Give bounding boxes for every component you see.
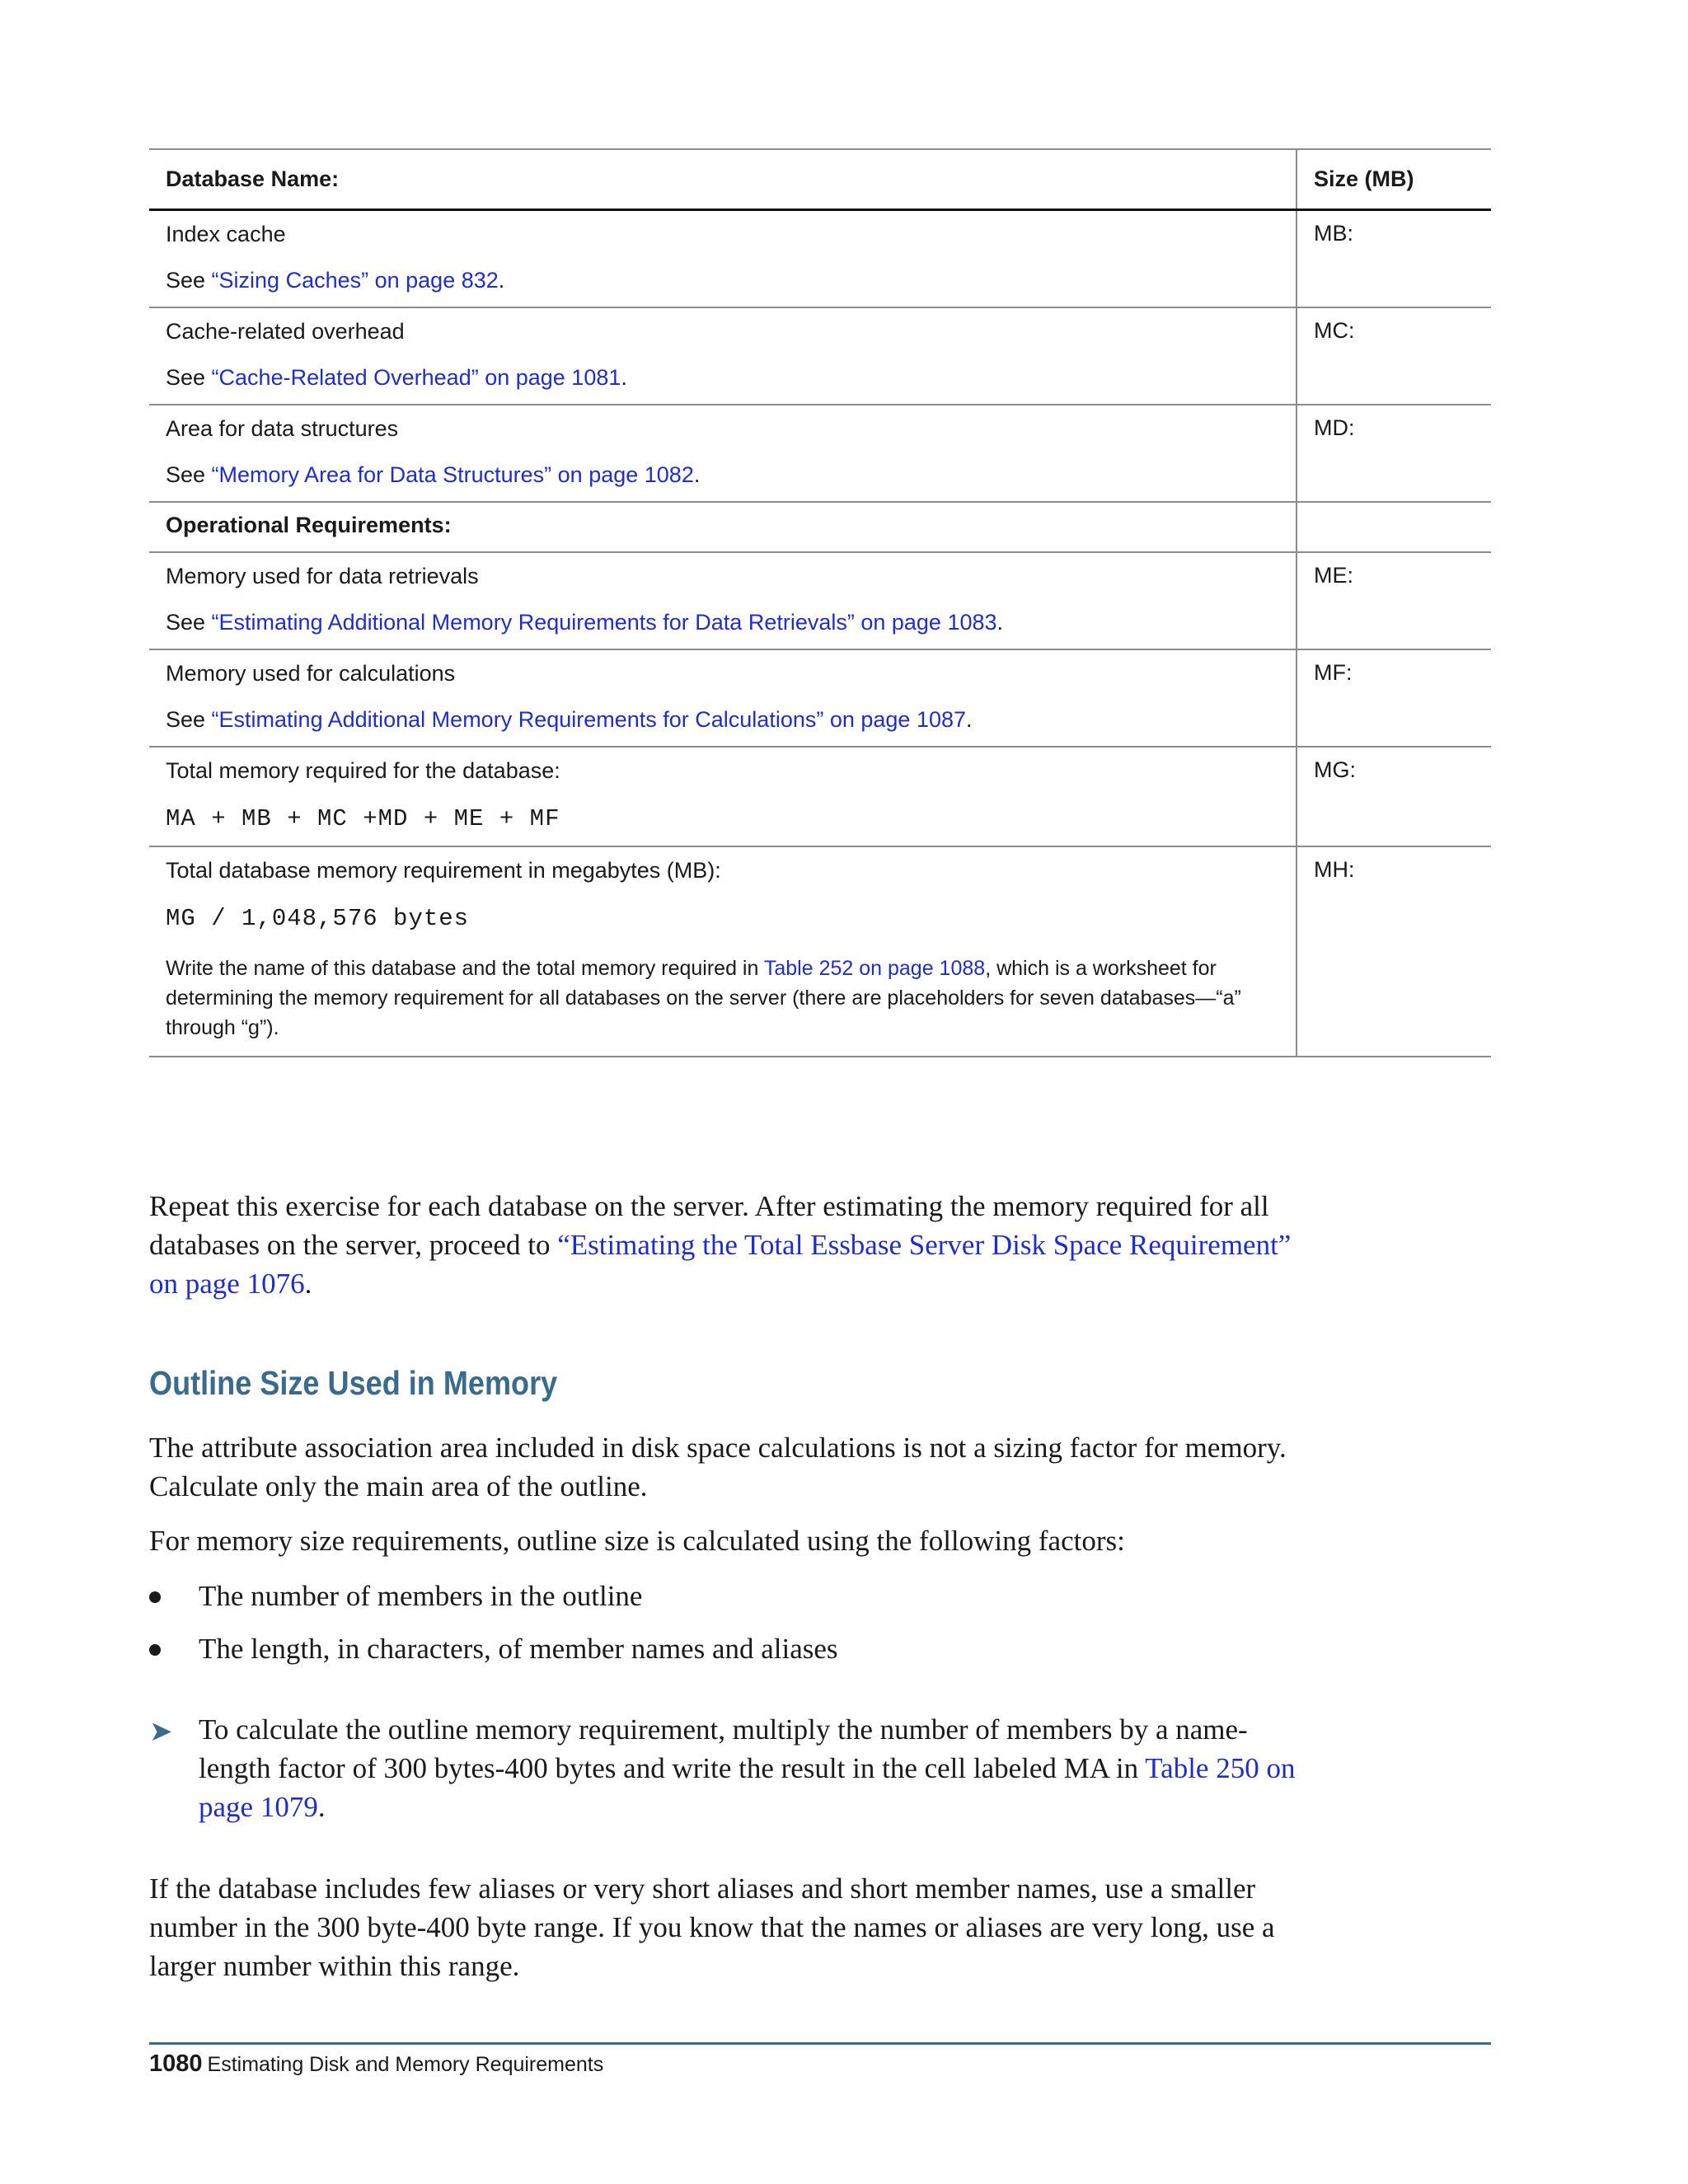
reference-period: . (966, 707, 973, 732)
procedure-step (149, 1710, 1303, 1826)
row-description: Index cache (166, 222, 286, 246)
reference-period: . (498, 268, 505, 293)
row-description: Area for data structures (166, 416, 399, 441)
size-cell: MF: (1296, 649, 1491, 747)
table-subheader-row (149, 502, 1491, 552)
column-header-database-name: Database Name: (149, 149, 1296, 210)
table-row (149, 210, 1491, 308)
bullet-icon (149, 1644, 161, 1656)
table-row-total (149, 747, 1491, 846)
row-description-cell (149, 210, 1296, 308)
megabyte-formula: MG / 1,048,576 bytes (166, 905, 470, 932)
attribute-area-paragraph: The attribute association area included in disk space calculations is not a sizing factor for memory. Calculate only the main area of the outline. (149, 1432, 1287, 1502)
note-text-continued: , which is a worksheet for determining the memory requirement for all databases on the server (there are placeholders for seven databases—“a” through “g”). (166, 957, 1241, 1039)
bullet-icon (149, 1591, 161, 1603)
note-text: Write the name of this database and the total memory required in (166, 957, 764, 980)
paragraph-period: . (304, 1268, 312, 1300)
operational-requirements-heading: Operational Requirements: (149, 502, 1296, 552)
reference-link[interactable]: “Memory Area for Data Structures” on page 1082 (211, 462, 694, 487)
row-description-cell (149, 846, 1296, 1057)
footer-rule (149, 2042, 1491, 2045)
arrow-icon: ➤ (149, 1715, 173, 1748)
reference-link[interactable]: “Cache-Related Overhead” on page 1081 (211, 365, 621, 390)
procedure-body: To calculate the outline memory requirement, multiply the number of members by a name-length factor of 300 bytes-400 bytes and write the result in the cell labeled MA in (199, 1713, 1248, 1784)
row-description: Memory used for data retrievals (166, 564, 479, 588)
size-cell: MG: (1296, 747, 1491, 846)
reference-link[interactable]: “Sizing Caches” on page 832 (211, 268, 499, 293)
reference-link[interactable]: “Estimating Additional Memory Requirements for Data Retrievals” on page 1083 (211, 610, 997, 635)
factors-intro-paragraph: For memory size requirements, outline size is calculated using the following factors: (149, 1525, 1125, 1557)
alias-length-paragraph: If the database includes few aliases or very short aliases and short member names, use a smaller number in the 300 byte-400 byte range. If you know that the names or aliases are very long, use a larger number within this range. (149, 1872, 1275, 1982)
table-row (149, 552, 1491, 649)
see-label: See (166, 610, 212, 635)
table-row (149, 649, 1491, 747)
table-header-row (149, 149, 1491, 210)
disk-space-requirement-link[interactable]: “Estimating the Total Essbase Server Disk Space Requirement” on page 1076 (149, 1229, 1292, 1300)
page-footer (149, 2050, 603, 2078)
reference-period: . (996, 610, 1004, 635)
empty-size-cell (1296, 502, 1491, 552)
row-reference (166, 609, 1279, 635)
procedure-period: . (317, 1791, 326, 1823)
repeat-exercise-paragraph (149, 1187, 1295, 1303)
row-reference (166, 364, 1279, 391)
list-item-text: The number of members in the outline (199, 1580, 643, 1612)
column-header-size: Size (MB) (1296, 149, 1491, 210)
size-cell: MD: (1296, 405, 1491, 502)
paragraph-text: Repeat this exercise for each database on the server. After estimating the memory required for all databases on the server, proceed to (149, 1190, 1269, 1261)
row-description-cell (149, 649, 1296, 747)
size-cell: ME: (1296, 552, 1491, 649)
row-description-cell (149, 747, 1296, 846)
reference-period: . (621, 365, 627, 390)
row-description: Memory used for calculations (166, 661, 456, 686)
row-description-cell (149, 405, 1296, 502)
row-reference (166, 706, 1279, 733)
row-reference (166, 462, 1279, 488)
row-description: Total memory required for the database: (166, 758, 560, 783)
size-cell: MB: (1296, 210, 1491, 308)
reference-period: . (693, 462, 701, 487)
memory-worksheet-table (149, 148, 1491, 1057)
row-description: Cache-related overhead (166, 319, 405, 344)
table-row (149, 405, 1491, 502)
worksheet-note (166, 954, 1279, 1043)
size-cell: MC: (1296, 307, 1491, 405)
see-label: See (166, 462, 212, 487)
see-label: See (166, 707, 212, 732)
row-reference (166, 267, 1279, 293)
reference-link[interactable]: “Estimating Additional Memory Requirements for Calculations” on page 1087 (211, 707, 967, 732)
procedure-text (199, 1710, 1303, 1826)
see-label: See (166, 268, 212, 293)
size-cell: MH: (1296, 846, 1491, 1057)
list-item-text: The length, in characters, of member names and aliases (199, 1633, 838, 1665)
row-description-cell (149, 307, 1296, 405)
table-row (149, 307, 1491, 405)
see-label: See (166, 365, 212, 390)
table-252-link[interactable]: Table 252 on page 1088 (763, 957, 986, 980)
table-row-total-mb (149, 846, 1491, 1057)
chapter-title: Estimating Disk and Memory Requirements (207, 2053, 604, 2076)
table-250-link[interactable]: Table 250 on page 1079 (199, 1752, 1296, 1823)
page-number: 1080 (149, 2050, 203, 2077)
total-formula: MA + MB + MC +MD + ME + MF (166, 805, 560, 832)
row-description: Total database memory requirement in megabytes (MB): (166, 858, 721, 883)
row-description-cell (149, 552, 1296, 649)
section-heading: Outline Size Used in Memory (149, 1364, 558, 1402)
